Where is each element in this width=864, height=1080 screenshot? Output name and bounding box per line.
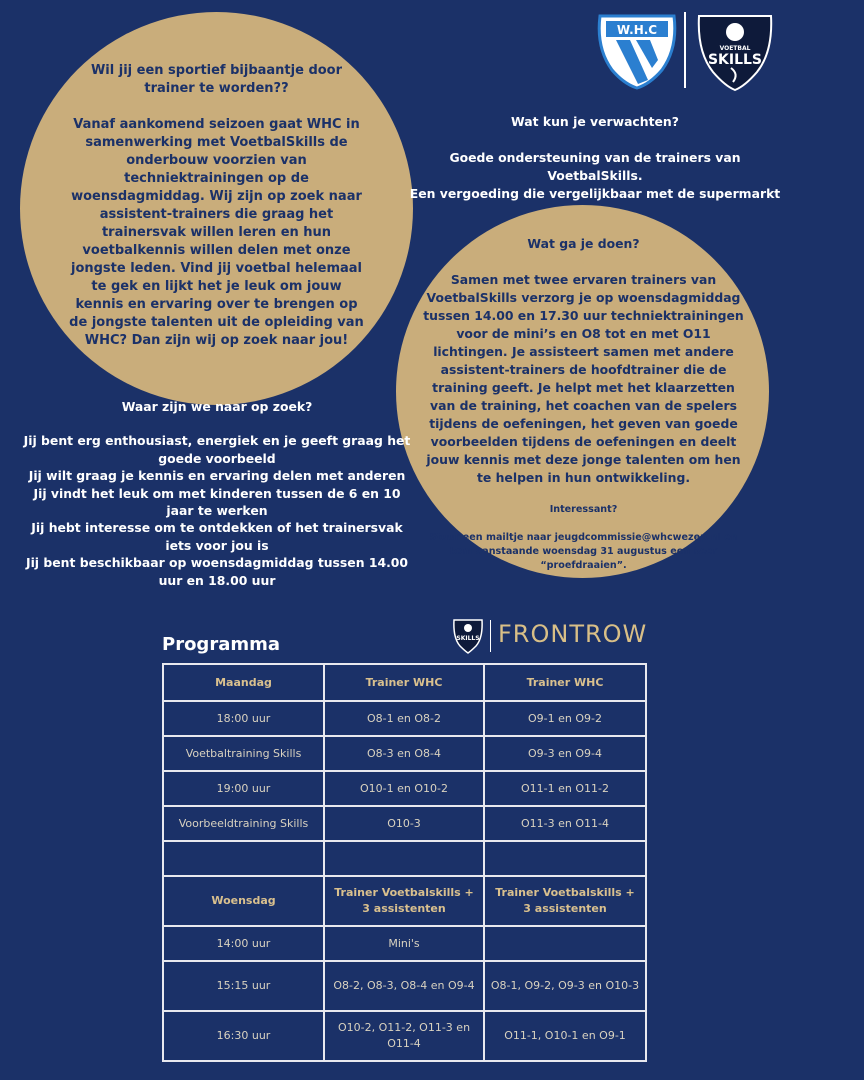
table-row (163, 736, 646, 771)
programma-table (162, 663, 647, 1062)
whc-logo (592, 8, 682, 94)
expectations-heading: Wat kun je verwachten? (511, 114, 679, 129)
table-header-cell: Trainer WHC (484, 664, 646, 701)
requirements-heading: Waar zijn we naar op zoek? (121, 399, 313, 414)
table-cell: 16:30 uur (163, 1011, 324, 1061)
table-cell: Mini's (324, 926, 484, 961)
frontrow-divider (490, 620, 491, 652)
svg-text:W.H.C: W.H.C (616, 23, 658, 37)
interest-heading: Interessant? (549, 504, 618, 515)
table-row-empty (163, 841, 646, 876)
tasks-circle (396, 205, 769, 578)
programma-title: Programma (162, 634, 281, 655)
requirement-item: Jij bent beschikbaar op woensdagmiddag tussen 14.00 uur en 18.00 uur (25, 555, 409, 588)
table-row (163, 961, 646, 1011)
expectations-line: Goede ondersteuning van de trainers van VoetbalSkills. (449, 150, 741, 183)
table-cell: O8-1, O9-2, O9-3 en O10-3 (484, 961, 646, 1011)
logo-divider (684, 12, 686, 88)
requirement-item: Jij bent erg enthousiast, energiek en je geeft graag het goede voorbeeld (23, 433, 411, 466)
intro-circle (20, 12, 413, 405)
table-cell: O9-1 en O9-2 (484, 701, 646, 736)
table-header-cell: Trainer WHC (324, 664, 484, 701)
table-cell (324, 841, 484, 876)
table-cell: 15:15 uur (163, 961, 324, 1011)
table-cell: O11-1 en O11-2 (484, 771, 646, 806)
intro-body: Vanaf aankomend seizoen gaat WHC in samenwerking met VoetbalSkills de onderbouw voorzien van techniektrainingen op de woensdagmiddag. Wij zijn op zoek naar assistent-trainers die graag het trainersvak willen leren en hun voetbalkennis willen delen met onze jongste leden. Vind jij voetbal helemaal te gek en lijkt het je leuk om jouw kennis en ervaring over te brengen op de jongste talenten uit de opleiding van WHC? Dan zijn wij op zoek naar jou! (69, 117, 364, 348)
table-cell (484, 841, 646, 876)
table-row (163, 926, 646, 961)
tasks-heading: Wat ga je doen? (527, 236, 640, 251)
requirements-section (18, 398, 416, 589)
table-header-cell: Trainer Voetbalskills + 3 assistenten (484, 876, 646, 926)
frontrow-logo: FRONTROW (498, 620, 648, 648)
table-cell: Voetbaltraining Skills (163, 736, 324, 771)
table-header-cell: Trainer Voetbalskills + 3 assistenten (324, 876, 484, 926)
svg-text:SKILLS: SKILLS (456, 635, 480, 642)
table-header-cell: Woensdag (163, 876, 324, 926)
table-cell: O11-3 en O11-4 (484, 806, 646, 841)
tasks-body: Samen met twee ervaren trainers van VoetbalSkills verzorg je op woensdagmiddag tussen 14.00 en 17.30 uur techniektrainingen voor de mini’s en O8 tot en met O11 lichtingen. Je assisteert samen met andere assistent-trainers de hoofdtrainer die de training geeft. Je helpt met het klaarzetten van de training, het coachen van de spelers tijdens de oefeningen, het geven van goede voorbeelden tijdens de oefeningen en deelt jouw kennis met deze jonge talenten om hen te helpen in hun ontwikkeling. (423, 272, 744, 485)
svg-text:VOETBAL: VOETBAL (719, 45, 751, 52)
intro-heading: Wil jij een sportief bijbaantje door trainer te worden?? (90, 63, 343, 96)
table-row (163, 701, 646, 736)
table-cell: 19:00 uur (163, 771, 324, 806)
table-cell: 14:00 uur (163, 926, 324, 961)
table-cell: Voorbeeldtraining Skills (163, 806, 324, 841)
requirement-item: Jij hebt interesse om te ontdekken of het trainersvak iets voor jou is (31, 520, 403, 553)
table-cell: O10-1 en O10-2 (324, 771, 484, 806)
voetbalskills-logo (695, 10, 775, 96)
table-cell: O8-3 en O8-4 (324, 736, 484, 771)
table-cell: O10-2, O11-2, O11-3 en O11-4 (324, 1011, 484, 1061)
table-cell: 18:00 uur (163, 701, 324, 736)
table-header-cell: Maandag (163, 664, 324, 701)
voetbalskills-small-logo (452, 618, 484, 658)
table-cell: O10-3 (324, 806, 484, 841)
table-row (163, 806, 646, 841)
expectations-line: Een vergoeding die vergelijkbaar met de supermarkt (409, 186, 781, 201)
table-cell (163, 841, 324, 876)
table-cell (484, 926, 646, 961)
table-row (163, 1011, 646, 1061)
table-cell: O8-2, O8-3, O8-4 en O9-4 (324, 961, 484, 1011)
table-header-row (163, 876, 646, 926)
table-cell: O8-1 en O8-2 (324, 701, 484, 736)
table-header-row (163, 664, 646, 701)
requirement-item: Jij vindt het leuk om met kinderen tussen de 6 en 10 jaar te werken (33, 485, 401, 519)
table-cell: O11-1, O10-1 en O9-1 (484, 1011, 646, 1061)
table-row (163, 771, 646, 806)
svg-text:SKILLS: SKILLS (707, 52, 763, 68)
requirement-item: Jij wilt graag je kennis en ervaring delen met anderen (28, 468, 406, 484)
table-cell: O9-3 en O9-4 (484, 736, 646, 771)
interest-body: Stuur een mailtje naar jeugdcommissie@whcwezep.nl en kom aanstaande woensdag 31 augustus een keer “proefdraaien”. (429, 532, 738, 571)
